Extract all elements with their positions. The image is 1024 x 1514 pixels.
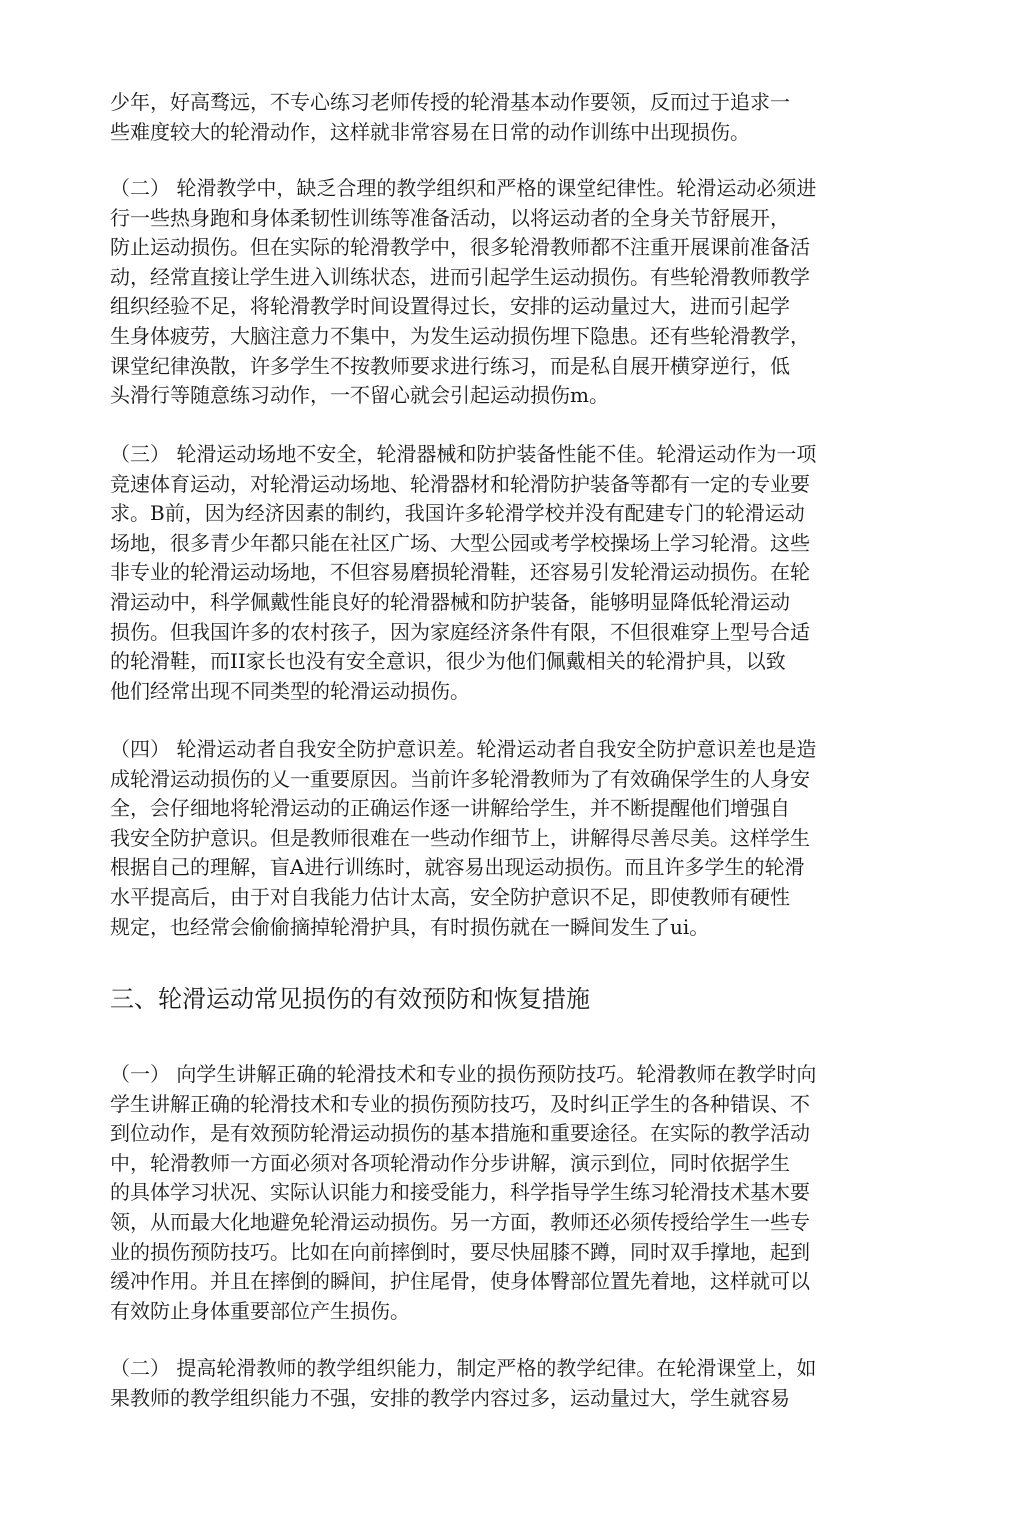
text-line: （四） 轮滑运动者自我安全防护意识差。轮滑运动者自我安全防护意识差也是造 xyxy=(110,737,817,761)
text-line: 场地，很多青少年都只能在社区广场、大型公园或考学校操场上学习轮滑。这些 xyxy=(110,530,810,555)
text-line: 根据自己的理解，盲A进行训练时，就容易出现运动损伤。而且许多学生的轮滑 xyxy=(110,855,805,880)
text-line: 生身体疲劳，大脑注意力不集中，为发生运动损伤埋下隐患。还有些轮滑教学， xyxy=(110,323,810,348)
paragraph xyxy=(110,440,900,706)
paragraph xyxy=(110,88,900,147)
text-line: 少年，好高骛远，不专心练习老师传授的轮滑基本动作要领，反而过于追求一 xyxy=(110,90,790,114)
text-line: 水平提高后，由于对自我能力估计太高，安全防护意识不足，即使教师有硬性 xyxy=(110,884,790,909)
text-line: 业的损伤预防技巧。比如在向前摔倒时，要尽快屈膝不蹲，同时双手撑地，起到 xyxy=(110,1239,810,1264)
text-line: 动，经常直接让学生进入训练状态，进而引起学生运动损伤。有些轮滑教师教学 xyxy=(110,264,810,289)
text-line: （二） 轮滑教学中，缺乏合理的教学组织和严格的课堂纪律性。轮滑运动必须进 xyxy=(110,176,817,200)
text-line: 的轮滑鞋，而II家长也没有安全意识，很少为他们佩戴相关的轮滑护具，以致 xyxy=(110,649,786,674)
text-line: 规定，也经常会偷偷摘掉轮滑护具，有时损伤就在一瞬间发生了ui。 xyxy=(110,914,710,939)
text-line: 非专业的轮滑运动场地，不但容易磨损轮滑鞋，还容易引发轮滑运动损伤。在轮 xyxy=(110,560,810,585)
text-line: 学生讲解正确的轮滑技术和专业的损伤预防技巧，及时纠正学生的各种错误、不 xyxy=(110,1091,810,1116)
text-line: 到位动作，是有效预防轮滑运动损伤的基本措施和重要途径。在实际的教学活动 xyxy=(110,1121,810,1146)
text-line: 头滑行等随意练习动作，一不留心就会引起运动损伤m。 xyxy=(110,383,609,408)
paragraph xyxy=(110,174,900,411)
text-line: 防止运动损伤。但在实际的轮滑教学中，很多轮滑教师都不注重开展课前准备活 xyxy=(110,235,810,260)
text-line: 成轮滑运动损伤的乂一重要原因。当前许多轮滑教师为了有效确保学生的人身安 xyxy=(110,766,810,791)
text-line: 的具体学习状况、实际认识能力和接受能力，科学指导学生练习轮滑技术基木要 xyxy=(110,1180,810,1205)
paragraph xyxy=(110,1354,900,1413)
text-line: 竞速体育运动，对轮滑运动场地、轮滑器材和轮滑防护装备等都有一定的专业要 xyxy=(110,471,810,496)
paragraph xyxy=(110,735,900,942)
paragraph xyxy=(110,1060,900,1326)
text-line: （二） 提高轮滑教师的教学组织能力，制定严格的教学纪律。在轮滑课堂上，如 xyxy=(110,1356,817,1380)
text-line: 些难度较大的轮滑动作，这样就非常容易在日常的动作训练中出现损伤。 xyxy=(110,119,750,144)
text-line: 滑运动中，科学佩戴性能良好的轮滑器械和防护装备，能够明显降低轮滑运动 xyxy=(110,589,790,614)
text-line: 损伤。但我国许多的农村孩子，因为家庭经济条件有限，不但很难穿上型号合适 xyxy=(110,619,810,644)
text-line: 果教师的教学组织能力不强，安排的教学内容过多，运动量过大，学生就容易 xyxy=(110,1385,790,1410)
text-line: （一） 向学生讲解正确的轮滑技术和专业的损伤预防技巧。轮滑教师在教学时向 xyxy=(110,1062,817,1086)
text-line: 课堂纪律涣散，许多学生不按教师要求进行练习，而是私自展开横穿逆行，低 xyxy=(110,353,790,378)
text-line: 求。B前，因为经济因素的制约，我国许多轮滑学校并没有配建专门的轮滑运动 xyxy=(110,501,805,526)
text-line: 组织经验不足，将轮滑教学时间设置得过长，安排的运动量过大，进而引起学 xyxy=(110,294,790,319)
text-line: 缓冲作用。并且在摔倒的瞬间，护住尾骨，使身体臀部位置先着地，这样就可以 xyxy=(110,1269,810,1294)
text-line: 行一些热身跑和身体柔韧性训练等准备活动，以将运动者的全身关节舒展开， xyxy=(110,205,790,230)
text-line: 领，从而最大化地避免轮滑运动损伤。另一方面，教师还必须传授给学生一些专 xyxy=(110,1209,810,1234)
text-line: 我安全防护意识。但是教师很难在一些动作细节上，讲解得尽善尽美。这样学生 xyxy=(110,825,810,850)
text-line: 有效防止身体重要部位产生损伤。 xyxy=(110,1298,410,1323)
section-heading: 三、轮滑运动常见损伤的有效预防和恢复措施 xyxy=(110,985,590,1013)
text-line: 他们经常出现不同类型的轮滑运动损伤。 xyxy=(110,678,470,703)
text-line: 全，会仔细地将轮滑运动的正确运作逐一讲解给学生，并不断提醒他们增强自 xyxy=(110,796,790,821)
text-line: 中，轮滑教师一方面必须对各项轮滑动作分步讲解，演示到位，同时依据学生 xyxy=(110,1150,790,1175)
text-line: （三） 轮滑运动场地不安全，轮滑器械和防护装备性能不佳。轮滑运动作为一项 xyxy=(110,442,817,466)
